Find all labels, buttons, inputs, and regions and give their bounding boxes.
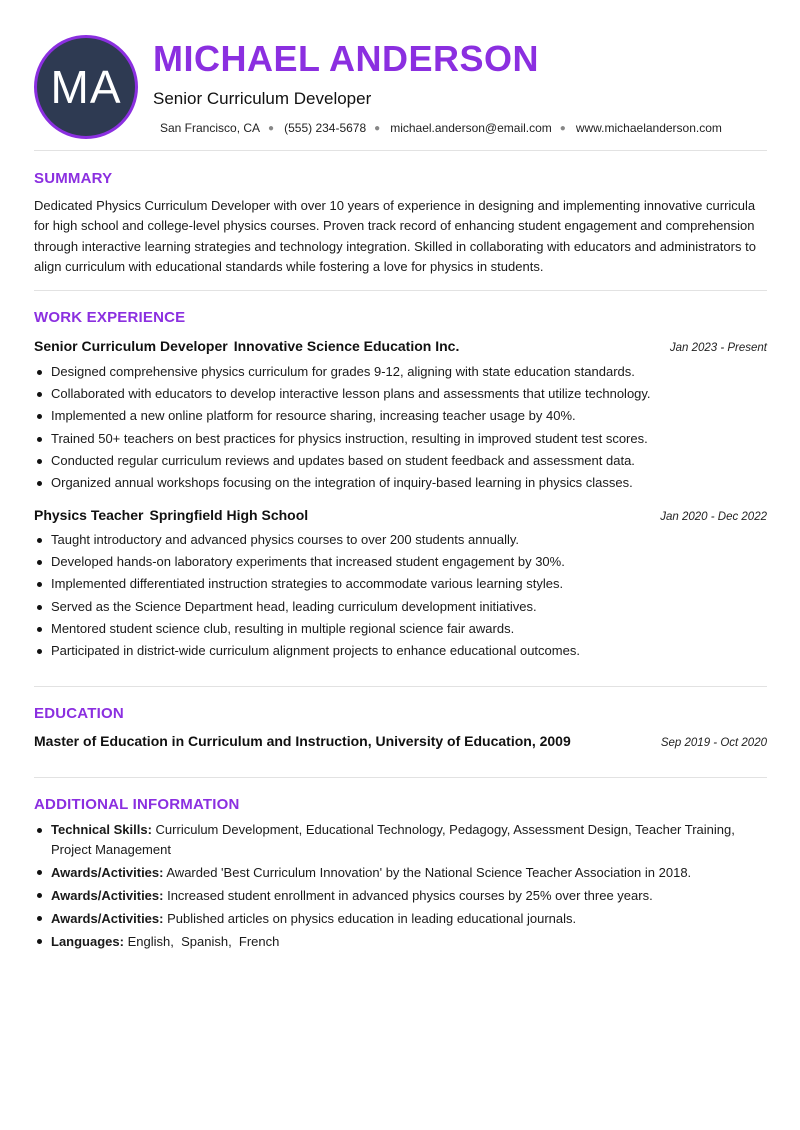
summary-heading: SUMMARY <box>34 170 113 187</box>
education-dates: Sep 2019 - Oct 2020 <box>660 737 767 749</box>
item-label: Awards/Activities: <box>51 864 164 880</box>
candidate-role: Senior Curriculum Developer <box>153 89 372 108</box>
divider <box>34 150 767 151</box>
job-position: Senior Curriculum Developer <box>34 338 228 354</box>
list-item <box>34 909 769 929</box>
additional-info-heading: ADDITIONAL INFORMATION <box>34 796 240 813</box>
list-item <box>34 886 769 906</box>
job-dates: Jan 2020 - Dec 2022 <box>660 511 767 523</box>
language: French <box>238 933 280 949</box>
contact-phone: (555) 234-5678 <box>284 121 367 135</box>
separator-dot-icon: ● <box>268 122 275 134</box>
list-item: Mentored student science club, resulting in multiple regional science fair awards. <box>34 618 769 640</box>
item-text: Increased student enrollment in advanced physics courses by 25% over three years. <box>167 887 653 903</box>
job-title-line <box>34 338 459 354</box>
job-bullets <box>34 529 769 662</box>
list-item: Implemented differentiated instruction strategies to accommodate various learning styles. <box>34 573 769 595</box>
list-item <box>34 863 769 883</box>
contact-website[interactable]: www.michaelanderson.com <box>575 121 722 135</box>
divider <box>34 686 767 687</box>
education-degree: Master of Education in Curriculum and Instruction, University of Education, 2009 <box>34 733 571 749</box>
language: Spanish <box>181 933 229 949</box>
list-item: Participated in district-wide curriculum alignment projects to enhance educational outcomes. <box>34 640 769 662</box>
job-header <box>34 507 767 523</box>
list-item: Conducted regular curriculum reviews and updates based on student feedback and assessment data. <box>34 450 769 472</box>
list-item: Implemented a new online platform for resource sharing, increasing teacher usage by 40%. <box>34 405 769 427</box>
language: English <box>127 933 171 949</box>
item-label: Languages: <box>51 933 124 949</box>
item-label: Technical Skills: <box>51 822 152 837</box>
contact-location: San Francisco, CA <box>160 121 261 135</box>
job-header <box>34 338 767 354</box>
item-text: Curriculum Development, Educational Technology, Pedagogy, Assessment Design, Teacher Training, Project Management <box>51 822 735 857</box>
contact-bar <box>160 121 722 135</box>
list-item: Served as the Science Department head, leading curriculum development initiatives. <box>34 596 769 618</box>
job-dates: Jan 2023 - Present <box>669 342 767 354</box>
additional-info-list <box>34 820 769 955</box>
separator-dot-icon: ● <box>559 122 566 134</box>
divider <box>34 777 767 778</box>
list-item: Developed hands-on laboratory experiments that increased student engagement by 30%. <box>34 551 769 573</box>
list-item: Trained 50+ teachers on best practices for physics instruction, resulting in improved student test scores. <box>34 428 769 450</box>
education-entry <box>34 733 767 749</box>
list-item: Taught introductory and advanced physics courses to over 200 students annually. <box>34 529 769 551</box>
work-experience-heading: WORK EXPERIENCE <box>34 309 186 326</box>
candidate-name: MICHAEL ANDERSON <box>153 38 540 79</box>
separator-dot-icon: ● <box>374 122 381 134</box>
contact-email[interactable]: michael.anderson@email.com <box>390 121 552 135</box>
education-heading: EDUCATION <box>34 705 124 722</box>
item-text: Published articles on physics education in leading educational journals. <box>167 910 577 926</box>
job-position: Physics Teacher <box>34 507 144 523</box>
list-item: Designed comprehensive physics curriculum for grades 9-12, aligning with state education standards. <box>34 361 769 383</box>
list-item: Collaborated with educators to develop interactive lesson plans and assessments that utilize technology. <box>34 383 769 405</box>
item-label: Awards/Activities: <box>51 887 164 903</box>
summary-text: Dedicated Physics Curriculum Developer with over 10 years of experience in designing and implementing innovative curricula for high school and college-level physics courses. Proven track record of enhancing student engagement and comprehension through interactive learning strategies and technology integration. Skilled in collaborating with educators and administrators to align curriculum with educational standards while fostering a love for physics in students. <box>34 198 756 274</box>
divider <box>34 290 767 291</box>
languages-item: Languages: English, Spanish, French <box>34 932 769 952</box>
job-bullets <box>34 361 769 494</box>
job-title-line <box>34 507 308 523</box>
avatar-initials: MA <box>50 61 122 113</box>
item-label: Awards/Activities: <box>51 910 164 926</box>
list-item <box>34 820 769 859</box>
list-item: Organized annual workshops focusing on the integration of inquiry-based learning in physics classes. <box>34 472 769 494</box>
job-company: Innovative Science Education Inc. <box>233 338 460 354</box>
job-company: Springfield High School <box>149 507 309 523</box>
item-text: Awarded 'Best Curriculum Innovation' by the National Science Teacher Association in 2018. <box>166 864 692 880</box>
avatar <box>34 35 138 139</box>
